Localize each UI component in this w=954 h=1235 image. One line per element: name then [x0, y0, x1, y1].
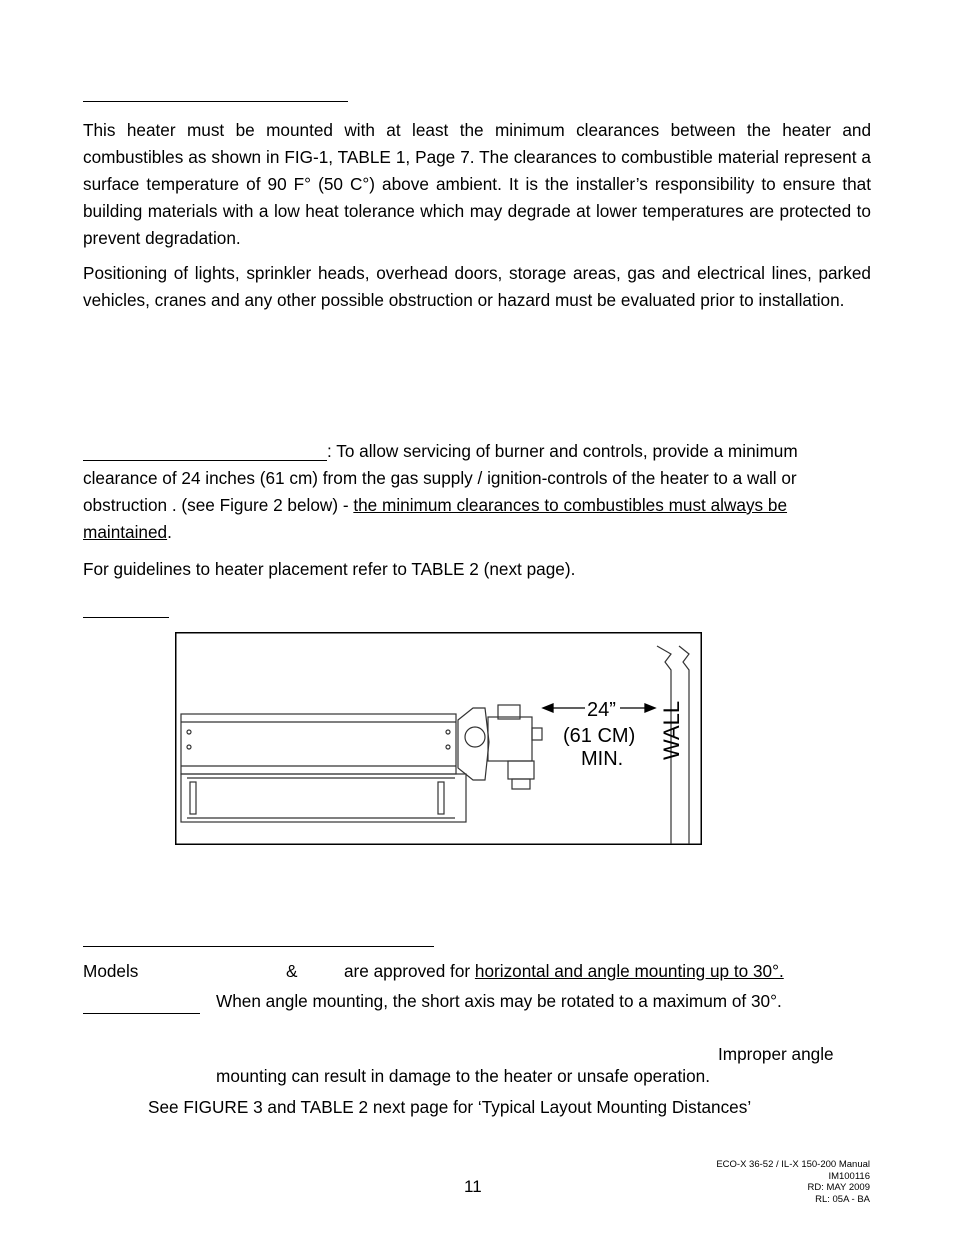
- service-period: .: [167, 522, 172, 542]
- dimension-metric: (61 CM): [563, 725, 636, 747]
- improper-angle-text: Improper angle: [718, 1044, 834, 1064]
- footer-revision: RL: 05A - BA: [815, 1193, 870, 1205]
- service-line-4: [83, 522, 172, 543]
- footer-id: IM100116: [828, 1170, 870, 1182]
- guidelines-text: For guidelines to heater placement refer to TABLE 2 (next page).: [83, 559, 576, 579]
- approved-mounting: horizontal and angle mounting up to 30°.: [474, 961, 784, 981]
- service-line-3: [83, 495, 787, 516]
- clearance-paragraph: This heater must be mounted with at least the minimum clearances between the heater and combustibles as shown in FIG-1, TABLE 1, Page 7. The clearances to combustible material represent a surface temperature of 90 F° (50 C°) above ambient. It is the installer’s responsibility to ensure that building materials with a low heat tolerance which may degrade at lower temperatures are protected to prevent degradation.: [83, 120, 871, 248]
- angle-note: When angle mounting, the short axis may be rotated to a maximum of 30°.: [216, 991, 782, 1011]
- page-number: 11: [464, 1177, 482, 1196]
- models-label: Models: [83, 961, 139, 981]
- service-line-3-text: obstruction . (see Figure 2 below) -: [83, 495, 354, 515]
- improper-angle-text-2: mounting can result in damage to the heater or unsafe operation.: [216, 1066, 710, 1086]
- footer-date: RD: MAY 2009: [807, 1182, 870, 1193]
- approved-label: are approved for: [344, 961, 471, 981]
- heading-rule-service: [83, 460, 327, 461]
- obstruction-paragraph: Positioning of lights, sprinkler heads, overhead doors, storage areas, gas and electrical lines, parked vehicles, cranes and any other possible obstruction or hazard must be evaluated prior to installation.: [83, 263, 871, 310]
- document-footer: [716, 1159, 870, 1205]
- models-ampersand: &: [286, 961, 298, 981]
- service-warning-end: maintained: [83, 522, 168, 542]
- figure-caption-rule: [83, 617, 169, 618]
- service-warning-underlined: the minimum clearances to combustibles must always be: [353, 495, 788, 515]
- heading-rule-clearances: [83, 101, 348, 102]
- dimension-inches: 24”: [587, 699, 616, 721]
- approved-text: [344, 961, 784, 982]
- heading-rule-mounting: [83, 946, 434, 947]
- service-line-2: clearance of 24 inches (61 cm) from the gas supply / ignition-controls of the heater to a wall or: [83, 468, 797, 488]
- note-rule: [83, 1013, 200, 1014]
- footer-manual: ECO-X 36-52 / IL-X 150-200 Manual: [716, 1159, 870, 1170]
- wall-label: WALL: [659, 700, 684, 760]
- figure-2-clearance-diagram: [175, 632, 702, 845]
- dimension-min: MIN.: [581, 748, 624, 770]
- service-line-1: : To allow servicing of burner and controls, provide a minimum: [327, 441, 798, 461]
- see-figure-text: See FIGURE 3 and TABLE 2 next page for ‘Typical Layout Mounting Distances’: [148, 1097, 752, 1117]
